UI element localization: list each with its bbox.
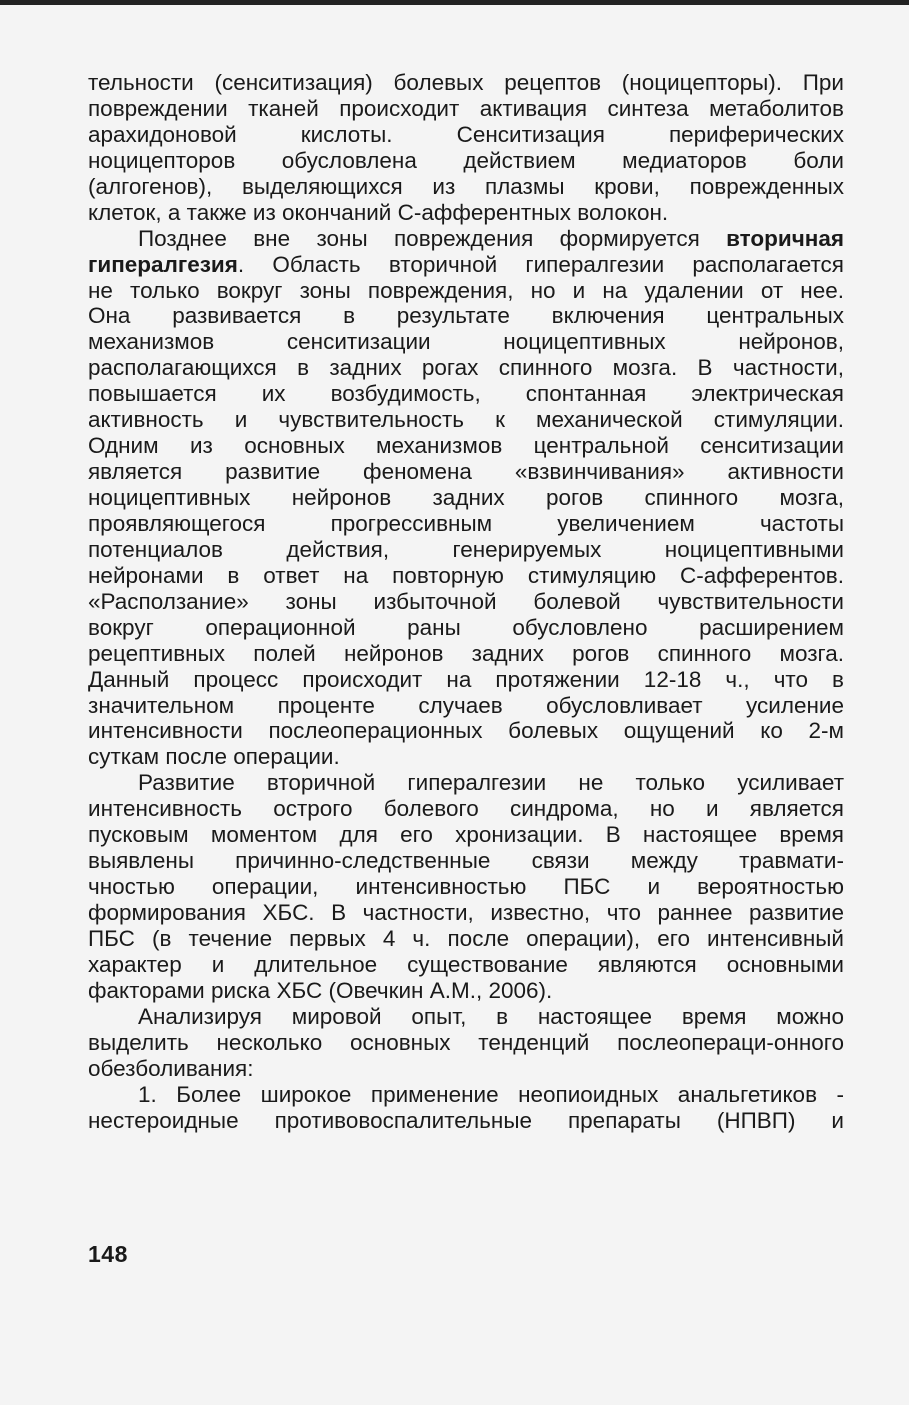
text-line: повышается их возбудимость, спонтанная электрическая <box>88 381 844 407</box>
list-item <box>88 1082 844 1134</box>
text-line: формирования ХБС. В частности, известно, что раннее развитие <box>88 900 844 925</box>
page-body <box>88 70 844 1133</box>
text-line: тельности (сенситизация) болевых рецептов (ноцицепторы). При <box>88 70 844 95</box>
paragraph-sensitization <box>88 70 844 226</box>
text-line: ПБС (в течение первых 4 ч. после операции), его интенсивный <box>88 925 844 951</box>
text-line: механизмов сенситизации ноцицептивных нейронов, <box>88 329 844 355</box>
text-line <box>88 226 844 252</box>
text-line: Анализируя мировой опыт, в настоящее время можно <box>138 1003 844 1029</box>
text-line: факторами риска ХБС (Овечкин А.М., 2006). <box>88 977 553 1003</box>
text-line: активность и чувствительность к механической стимуляции. <box>88 407 844 433</box>
bold-term: вторичная <box>726 225 844 251</box>
text-line: потенциалов действия, генерируемых ноцицептивными <box>88 536 844 562</box>
text-line: 1. Более широкое применение неопиоидных анальгетиков - <box>138 1081 844 1107</box>
text-line: ноцицепторов обусловлена действием медиаторов боли <box>88 147 844 173</box>
text-line: арахидоновой кислоты. Сенситизация периферических <box>88 121 844 147</box>
paragraph-trends <box>88 1004 844 1082</box>
text-line: суткам после операции. <box>88 744 340 770</box>
text-line: нестероидные противовоспалительные препараты (НПВП) и <box>88 1107 844 1133</box>
text-line: повреждении тканей происходит активация синтеза метаболитов <box>88 95 844 121</box>
text-line: рецептивных полей нейронов задних рогов спинного мозга. <box>88 640 844 666</box>
text-line: ноцицептивных нейронов задних рогов спинного мозга, <box>88 485 844 510</box>
text-line: «Расползание» зоны избыточной болевой чувствительности <box>88 588 844 614</box>
text-line: вокруг операционной раны обусловлено расширением <box>88 614 844 640</box>
text-line: не только вокруг зоны повреждения, но и на удалении от нее. <box>88 277 844 303</box>
text-line: (алгогенов), выделяющихся из плазмы крови, поврежденных <box>88 173 844 199</box>
bold-term: гипералгезия <box>88 251 238 277</box>
text-line: значительном проценте случаев обусловливает усиление <box>88 692 844 718</box>
text-line: Данный процесс происходит на протяжении 12-18 ч., что в <box>88 666 844 692</box>
page-number: 148 <box>88 1241 128 1267</box>
text-line: пусковым моментом для его хронизации. В настоящее время <box>88 822 844 848</box>
text-line: выявлены причинно-следственные связи между травмати- <box>88 848 844 874</box>
text-run: . Область вторичной гипералгезии располагается <box>237 251 844 277</box>
text-line: клеток, а также из окончаний С-афферентных волокон. <box>88 199 669 225</box>
text-line: Развитие вторичной гипералгезии не только усиливает <box>138 770 844 796</box>
text-run: Позднее вне зоны повреждения формируется <box>138 225 727 251</box>
text-line: чностью операции, интенсивностью ПБС и вероятностью <box>88 874 844 900</box>
text-line: обезболивания: <box>88 1055 254 1081</box>
text-line: располагающихся в задних рогах спинного мозга. В частности, <box>88 355 844 381</box>
text-line: выделить несколько основных тенденций послеопераци-онного <box>88 1029 844 1055</box>
text-line: нейронами в ответ на повторную стимуляцию С-афферентов. <box>88 562 844 588</box>
text-line: характер и длительное существование являются основными <box>88 951 844 977</box>
paragraph-chronification <box>88 770 844 1003</box>
paragraph-secondary-hyperalgesia <box>88 226 844 771</box>
scan-top-edge <box>0 0 909 5</box>
text-line: проявляющегося прогрессивным увеличением частоты <box>88 510 844 536</box>
text-line: является развитие феномена «взвинчивания» активности <box>88 459 844 485</box>
text-line <box>88 252 844 278</box>
text-line: Она развивается в результате включения центральных <box>88 303 844 329</box>
text-line: Одним из основных механизмов центральной сенситизации <box>88 433 844 459</box>
text-line: интенсивность острого болевого синдрома, но и является <box>88 796 844 822</box>
text-line: интенсивности послеоперационных болевых ощущений ко 2-м <box>88 718 844 744</box>
